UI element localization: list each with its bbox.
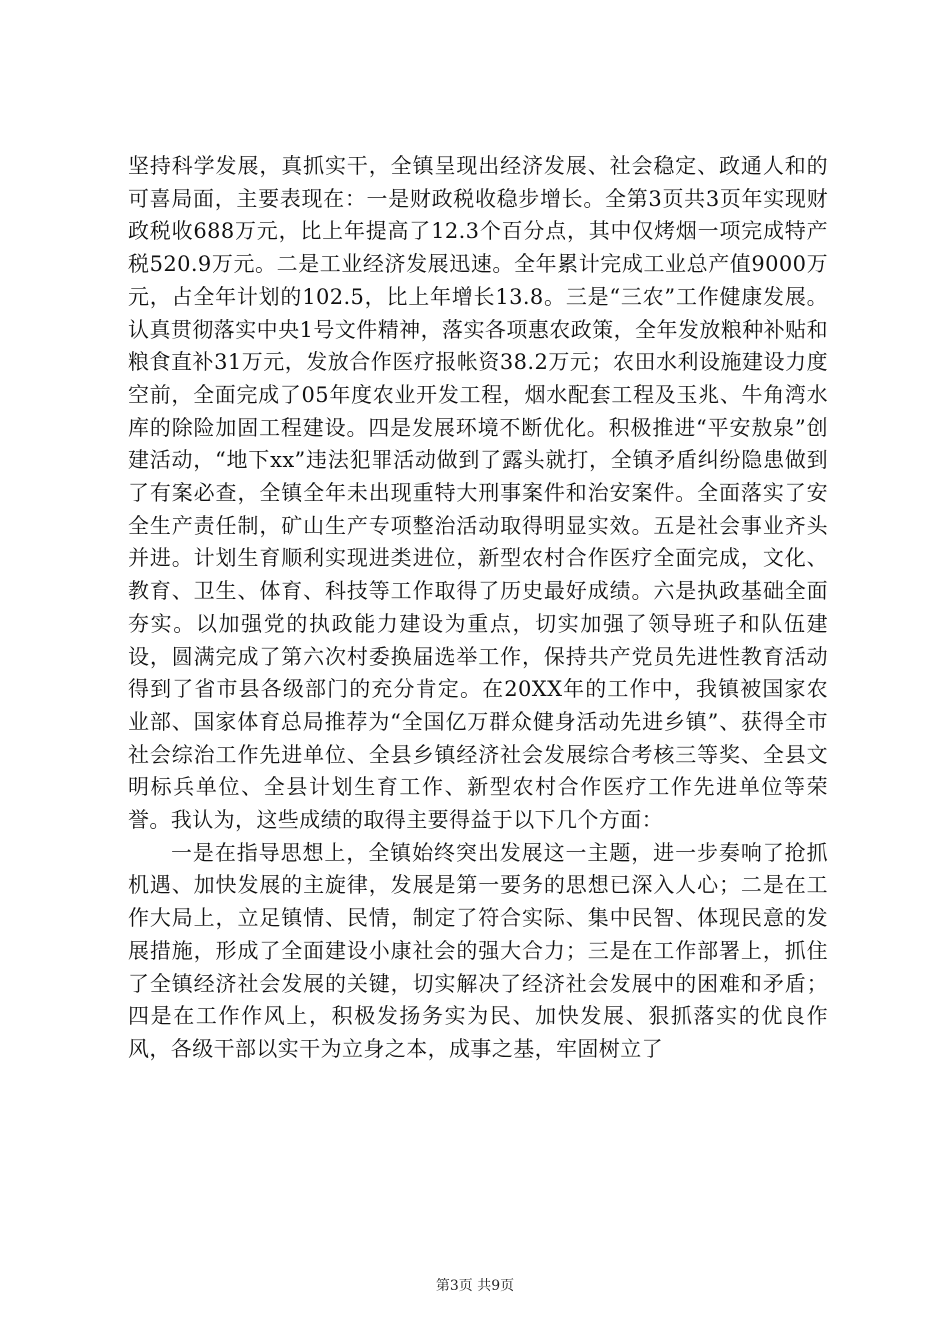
document-body bbox=[128, 150, 828, 1066]
body-paragraph-reasons: 一是在指导思想上，全镇始终突出发展这一主题，进一步奏响了抢抓机遇、加快发展的主旋律，发展是第一要务的思想已深入人心；二是在工作大局上，立足镇情、民情，制定了符合实际、集中民智、体现民意的发展措施，形成了全面建设小康社会的强大合力；三是在工作部署上，抓住了全镇经济社会发展的关键，切实解决了经济社会发展中的困难和矛盾；四是在工作作风上，积极发扬务实为民、加快发展、狠抓落实的优良作风，各级干部以实干为立身之本，成事之基，牢固树立了 bbox=[128, 840, 828, 1061]
page-footer-number: 第3页 共9页 bbox=[435, 1278, 515, 1294]
body-paragraph-achievements: 坚持科学发展，真抓实干，全镇呈现出经济发展、社会稳定、政通人和的可喜局面，主要表现在：一是财政税收稳步增长。全第3页共3页年实现财政税收688万元，比上年提高了12.3个百分点，其中仅烤烟一项完成特产税520.9万元。二是工业经济发展迅速。全年累计完成工业总产值9000万元，占全年计划的102.5，比上年增长13.8。三是“三农”工作健康发展。认真贯彻落实中央1号文件精神，落实各项惠农政策，全年发放粮种补贴和粮食直补31万元，发放合作医疗报帐资38.2万元；农田水利设施建设力度空前，全面完成了05年度农业开发工程，烟水配套工程及玉兆、牛角湾水库的除险加固工程建设。四是发展环境不断优化。积极推进“平安敖泉”创建活动，“地下xx”违法犯罪活动做到了露头就打，全镇矛盾纠纷隐患做到了有案必查，全镇全年未出现重特大刑事案件和治安案件。全面落实了安全生产责任制，矿山生产专项整治活动取得明显实效。五是社会事业齐头并进。计划生育顺利实现进类进位，新型农村合作医疗全面完成，文化、教育、卫生、体育、科技等工作取得了历史最好成绩。六是执政基础全面夯实。以加强党的执政能力建设为重点，切实加强了领导班子和队伍建设，圆满完成了第六次村委换届选举工作，保持共产党员先进性教育活动得到了省市县各级部门的充分肯定。在20XX年的工作中，我镇被国家农业部、国家体育总局推荐为“全国亿万群众健身活动先进乡镇”、获得全市社会综治工作先进单位、全县乡镇经济社会发展综合考核三等奖、全县文明标兵单位、全县计划生育工作、新型农村合作医疗工作先进单位等荣誉。我认为，这些成绩的取得主要得益于以下几个方面： bbox=[128, 154, 828, 833]
